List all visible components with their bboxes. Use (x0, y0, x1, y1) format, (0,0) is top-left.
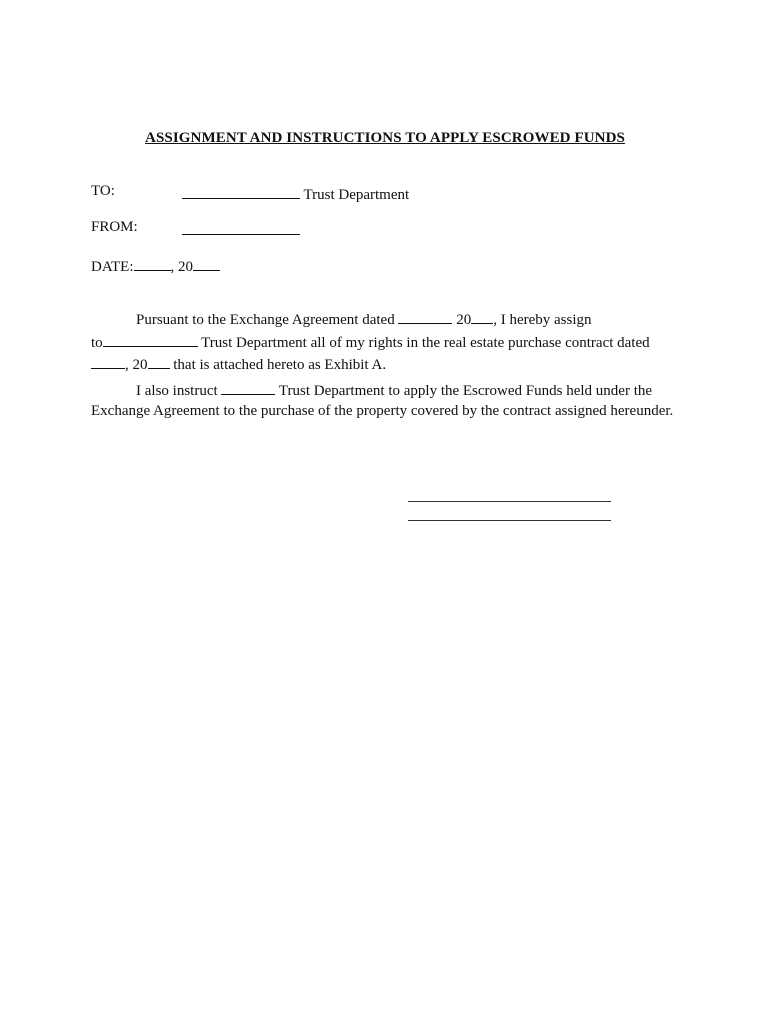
date-day-blank[interactable] (134, 255, 171, 271)
from-label: FROM: (91, 219, 138, 235)
paragraph-1-line-1 (91, 308, 680, 331)
contract-year-blank[interactable] (148, 353, 170, 369)
agreement-date-blank[interactable] (398, 308, 452, 324)
instructed-trustee-blank[interactable] (221, 379, 275, 395)
p1-word: Exchange (229, 312, 289, 328)
to-label: TO: (91, 183, 115, 199)
paragraph-2 (91, 379, 680, 421)
p1-word: Pursuant (136, 312, 189, 328)
to-field (182, 183, 409, 204)
p1-word: Agreement (291, 312, 359, 328)
from-blank[interactable] (182, 219, 300, 235)
signature-line-2[interactable] (408, 520, 611, 521)
date-year-blank[interactable] (193, 255, 220, 271)
paragraph-2-line-1 (91, 379, 680, 402)
contract-date-blank[interactable] (91, 353, 125, 369)
document-title: ASSIGNMENT AND INSTRUCTIONS TO APPLY ESCROWED FUNDS (145, 130, 625, 146)
agreement-year-blank[interactable] (471, 308, 493, 324)
paragraph-1-line-2 (91, 331, 680, 354)
date-mid: , 20 (170, 259, 193, 275)
date-label: DATE: (91, 259, 134, 275)
p1-word: dated (362, 312, 395, 328)
from-field (182, 219, 300, 240)
p1-line3-mid: , 20 (125, 357, 148, 373)
to-suffix: Trust Department (303, 187, 410, 203)
signature-line-1[interactable] (408, 501, 611, 502)
paragraph-1-line-3 (91, 353, 680, 376)
p1-word: hereby (509, 312, 551, 328)
p1-word: to (192, 312, 204, 328)
p1-word: the (207, 312, 226, 328)
p1-line3-rest: that is attached hereto as Exhibit A. (173, 357, 387, 373)
assignee-blank[interactable] (103, 331, 198, 347)
p1-word: , I (493, 312, 506, 328)
paragraph-1 (91, 308, 680, 376)
p2-rest: Trust Department to apply the Escrowed Funds held under the (278, 383, 653, 399)
date-field (91, 255, 220, 276)
p2-start: I also instruct (136, 383, 218, 399)
p1-line2-start: to (91, 334, 103, 351)
p1-word: 20 (456, 312, 472, 328)
p1-word: assign (554, 312, 592, 328)
paragraph-2-line-2: Exchange Agreement to the purchase of the property covered by the contract assigned hereunder. (91, 402, 674, 419)
p1-line2-rest: Trust Department all of my rights in the real estate purchase contract dated (201, 334, 650, 351)
to-blank[interactable] (182, 183, 300, 199)
